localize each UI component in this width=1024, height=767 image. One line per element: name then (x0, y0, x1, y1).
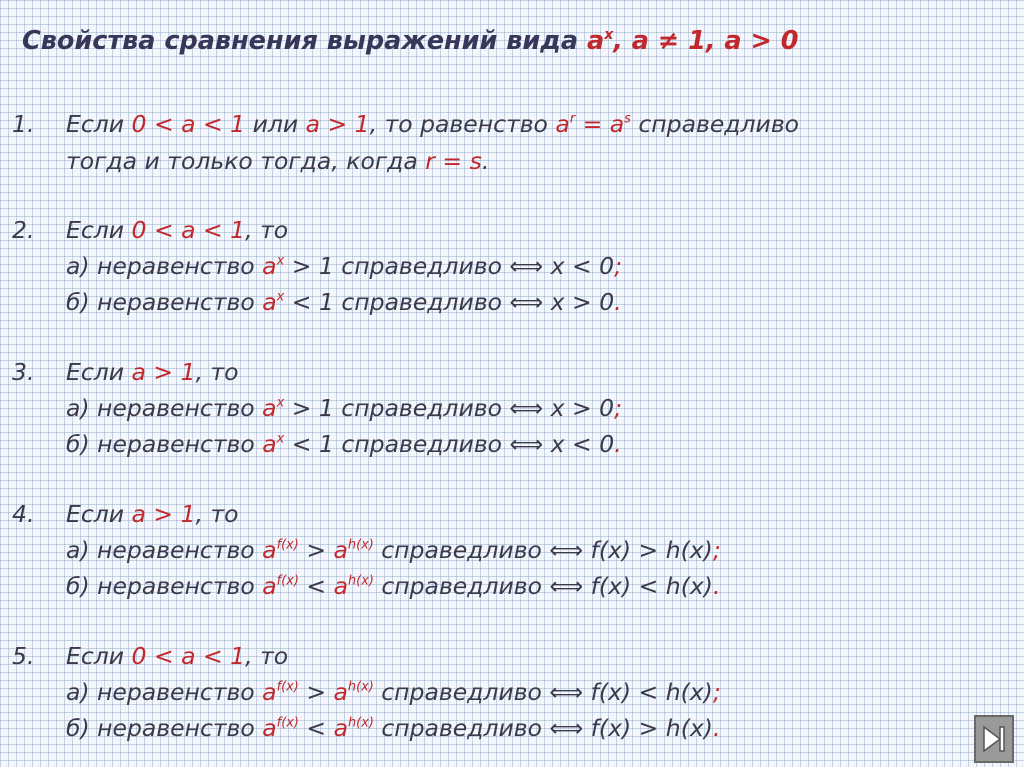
item-heading: Если 0 < a < 1, то (66, 642, 289, 670)
item-number: 2. (12, 216, 35, 244)
title-condition: , a ≠ 1, a > 0 (613, 26, 799, 56)
item-case-b: б) неравенство $a^x < 1$ справедливо ⟺ x < 0. (66, 430, 622, 458)
title-base: a (586, 26, 605, 56)
item-case-a: а) неравенство $a^x > 1$ справедливо ⟺ x > 0; (66, 394, 622, 422)
item-heading: Если 0 < a < 1, то (66, 216, 289, 244)
item-case-b: б) неравенство $a^{f(x)} < a^{h(x)}$ справедливо ⟺ f(x) > h(x). (66, 714, 721, 742)
property-item-2 (0, 213, 1024, 323)
item-line: тогда и только тогда, когда r = s. (66, 147, 490, 175)
item-case-a: а) неравенство $a^{f(x)} > a^{h(x)}$ справедливо ⟺ f(x) < h(x); (66, 678, 721, 706)
item-heading: Если a > 1, то (66, 500, 239, 528)
slide-title: Свойства сравнения выражений вида $a^x$, a ≠ 1, a > 0 (22, 26, 799, 56)
item-line: Если 0 < a < 1 или a > 1, то равенство $a^r = a^s$ справедливо (66, 110, 800, 138)
item-number: 5. (12, 642, 35, 670)
item-number: 1. (12, 110, 35, 138)
title-exponent: x (604, 26, 614, 43)
item-heading: Если a > 1, то (66, 358, 239, 386)
last-slide-icon (981, 724, 1007, 754)
property-item-5 (0, 639, 1024, 749)
item-number: 4. (12, 500, 35, 528)
property-item-4 (0, 497, 1024, 607)
property-item-3 (0, 355, 1024, 465)
item-case-b: б) неравенство $a^x < 1$ справедливо ⟺ x > 0. (66, 288, 622, 316)
item-case-a: а) неравенство $a^{f(x)} > a^{h(x)}$ справедливо ⟺ f(x) > h(x); (66, 536, 721, 564)
item-case-a: а) неравенство $a^x > 1$ справедливо ⟺ x < 0; (66, 252, 622, 280)
property-item-1 (0, 107, 1024, 182)
item-case-b: б) неравенство $a^{f(x)} < a^{h(x)}$ справедливо ⟺ f(x) < h(x). (66, 572, 721, 600)
item-number: 3. (12, 358, 35, 386)
last-slide-button[interactable] (974, 715, 1014, 763)
